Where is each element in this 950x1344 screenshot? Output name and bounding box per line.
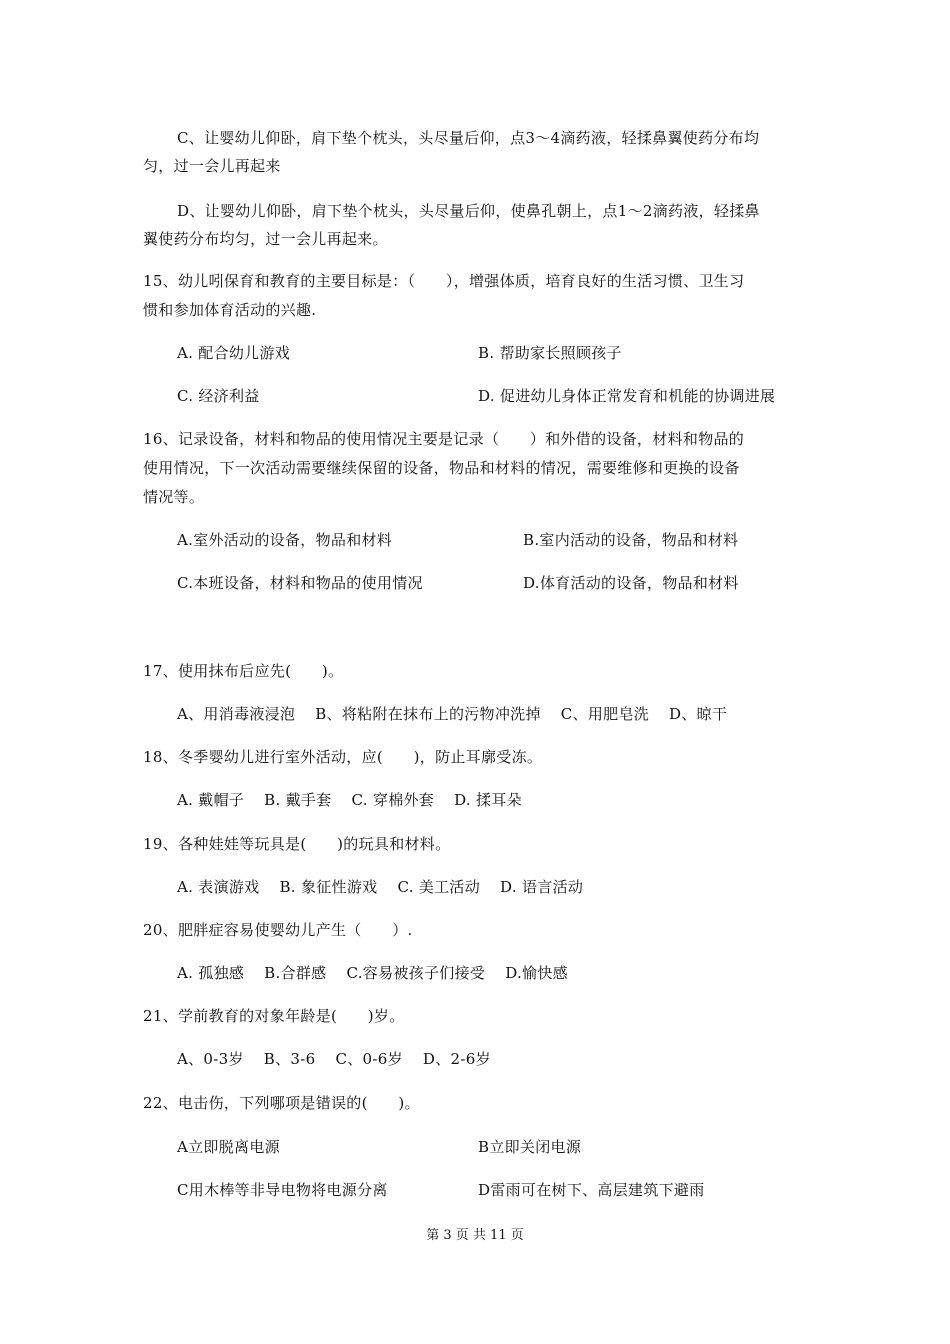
- q22-option-d: D雷雨可在树下、高层建筑下避雨: [478, 1181, 705, 1199]
- q15-option-b: B. 帮助家长照顾孩子: [478, 344, 622, 362]
- q18-option-d: D. 揉耳朵: [454, 791, 522, 809]
- q21-option-c: C、0-6岁: [335, 1050, 403, 1068]
- q19-option-a: A. 表演游戏: [177, 878, 260, 896]
- q17-options: [177, 704, 727, 724]
- q22-option-c: C用木棒等非导电物将电源分离: [177, 1181, 388, 1199]
- q21-option-a: A、0-3岁: [177, 1050, 244, 1068]
- q20-option-c: C.容易被孩子们接受: [346, 964, 486, 982]
- q16-stem-line1: 16、记录设备，材料和物品的使用情况主要是记录（ ）和外借的设备，材料和物品的: [143, 430, 745, 448]
- q18-options: [177, 790, 522, 810]
- q22-option-b: B立即关闭电源: [478, 1138, 582, 1156]
- q16-stem-line3: 情况等。: [143, 488, 205, 506]
- q20-option-d: D.愉快感: [505, 964, 568, 982]
- q22-option-a: A立即脱离电源: [177, 1138, 280, 1156]
- q14-option-c-line2: 匀，过一会儿再起来: [143, 157, 281, 175]
- q15-stem-line1: 15、幼儿吲保育和教育的主要目标是：（ ），增强体质，培育良好的生活习惯、卫生习: [143, 272, 745, 290]
- q19-stem: 19、各种娃娃等玩具是( )的玩具和材料。: [143, 835, 451, 853]
- q15-option-a: A. 配合幼儿游戏: [177, 344, 291, 362]
- q14-option-d-line1: D、让婴幼儿仰卧，肩下垫个枕头，头尽量后仰，使鼻孔朝上，点1～2滴药液，轻揉鼻: [177, 202, 760, 220]
- q17-option-d: D、晾干: [669, 705, 728, 723]
- q18-stem: 18、冬季婴幼儿进行室外活动，应( )，防止耳廓受冻。: [143, 748, 543, 766]
- q14-option-d-line2: 翼使药分布均匀，过一会儿再起来。: [143, 230, 388, 248]
- q22-stem: 22、电击伤，下列哪项是错误的( )。: [143, 1094, 420, 1112]
- q15-option-d: D. 促进幼儿身体正常发育和机能的协调进展: [478, 387, 776, 405]
- q21-option-b: B、3-6: [263, 1050, 316, 1068]
- q21-option-d: D、2-6岁: [422, 1050, 491, 1068]
- q14-option-c-line1: C、让婴幼儿仰卧，肩下垫个枕头，头尽量后仰，点3～4滴药液，轻揉鼻翼使药分布均: [177, 129, 760, 147]
- q18-option-b: B. 戴手套: [264, 791, 332, 809]
- q20-stem: 20、肥胖症容易使婴幼儿产生（ ）.: [143, 921, 413, 939]
- q17-option-c: C、用肥皂洗: [560, 705, 650, 723]
- q19-option-d: D. 语言活动: [500, 878, 584, 896]
- q16-option-c: C.本班设备，材料和物品的使用情况: [177, 574, 423, 592]
- page-number-footer: 第 3 页 共 11 页: [426, 1228, 524, 1243]
- q20-option-b: B.合群感: [264, 964, 327, 982]
- q19-option-c: C. 美工活动: [397, 878, 481, 896]
- q17-option-b: B、将粘附在抹布上的污物冲洗掉: [315, 705, 541, 723]
- q18-option-c: C. 穿棉外套: [351, 791, 435, 809]
- q19-option-b: B. 象征性游戏: [279, 878, 378, 896]
- q16-option-d: D.体育活动的设备，物品和材料: [523, 574, 739, 592]
- q19-options: [177, 877, 583, 897]
- q21-stem: 21、学前教育的对象年龄是( )岁。: [143, 1007, 405, 1025]
- q17-stem: 17、使用抹布后应先( )。: [143, 662, 344, 680]
- q18-option-a: A. 戴帽子: [177, 791, 245, 809]
- q16-option-a: A.室外活动的设备，物品和材料: [177, 531, 393, 549]
- q21-options: [177, 1049, 491, 1069]
- q16-option-b: B.室内活动的设备，物品和材料: [523, 531, 739, 549]
- q17-option-a: A、用消毒液浸泡: [177, 705, 296, 723]
- q16-stem-line2: 使用情况，下一次活动需要继续保留的设备，物品和材料的情况，需要维修和更换的设备: [143, 459, 740, 477]
- q15-option-c: C. 经济利益: [177, 387, 260, 405]
- q20-options: [177, 963, 568, 983]
- q15-stem-line2: 惯和参加体育活动的兴趣.: [143, 301, 317, 319]
- q20-option-a: A. 孤独感: [177, 964, 245, 982]
